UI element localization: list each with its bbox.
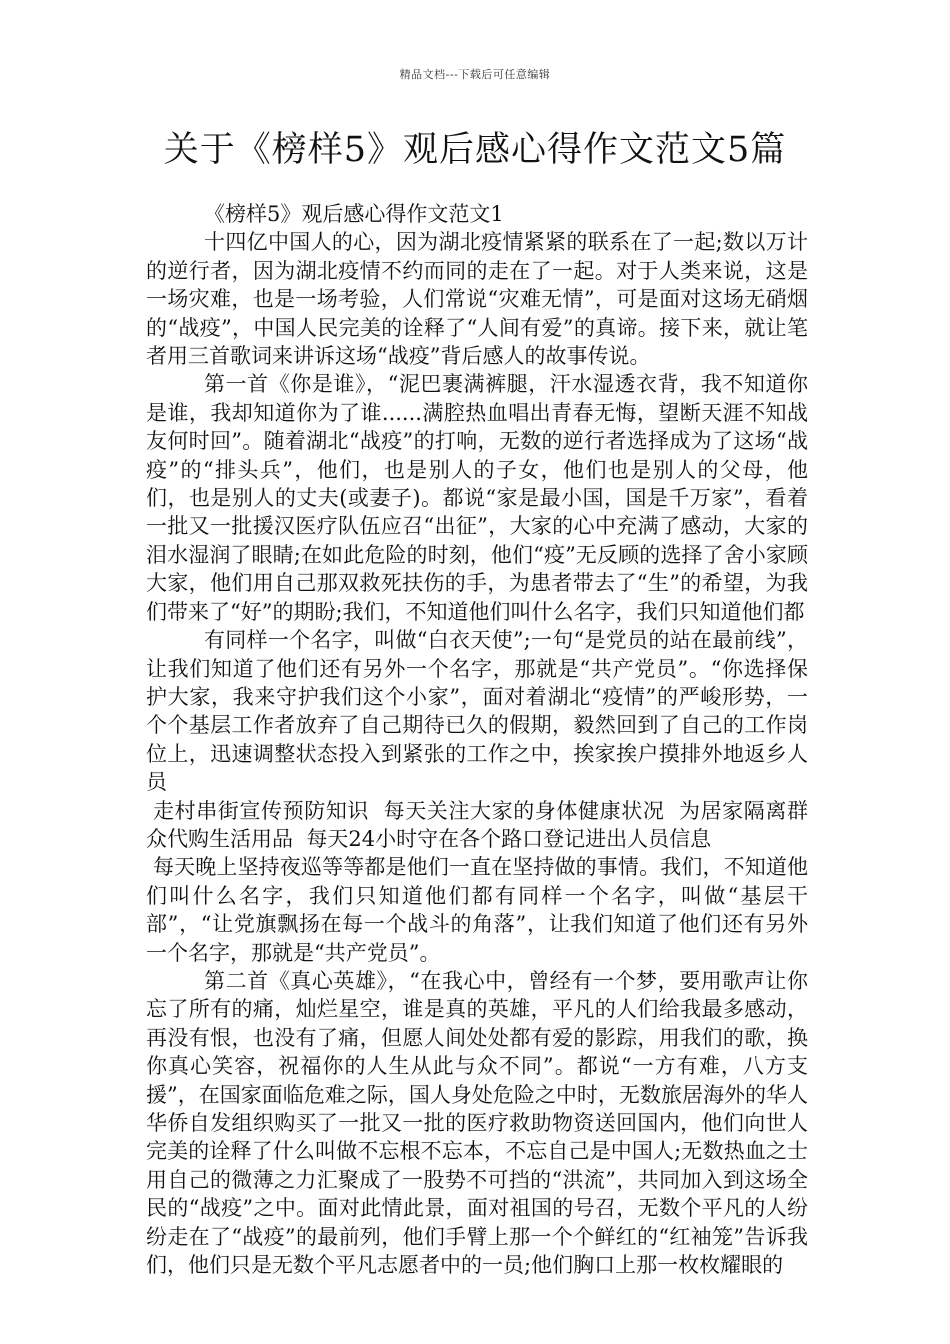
paragraph: 十四亿中国人的心，因为湖北疫情紧紧的联系在了一起;数以万计的逆行者，因为湖北疫情不约而同的走在了一起。对于人类来说，这是一场灾难，也是一场考验，人们常说“灾难无情”，可是面对这场无硝烟的“战疫”，中国人民完美的诠释了“人间有爱”的真谛。接下来，就让笔者用三首歌词来讲诉这场“战疫”背后感人的故事传说。 xyxy=(146,230,808,369)
paragraph: 第一首《你是谁》，“泥巴裹满裤腿，汗水湿透衣背，我不知道你是谁，我却知道你为了谁......满腔热血唱出青春无悔，望断天涯不知战友何时回”。随着湖北“战疫”的打响，无数的逆行者选择成为了这场“战疫”的“排头兵”，他们，也是别人的子女，他们也是别人的父母，他们，也是别人的丈夫(或妻子)。都说“家是最小国，国是千万家”，看着一批又一批援汉医疗队伍应召“出征”，大家的心中充满了感动，大家的泪水湿润了眼睛;在如此危险的时刻，他们“疫”无反顾的选择了舍小家顾大家，他们用自己那双救死扶伤的手，为患者带去了“生”的希望，为我们带来了“好”的期盼;我们，不知道他们叫什么名字，我们只知道他们都 xyxy=(146,372,808,624)
paragraph: 第二首《真心英雄》，“在我心中，曾经有一个梦，要用歌声让你忘了所有的痛，灿烂星空，谁是真的英雄，平凡的人们给我最多感动，再没有恨，也没有了痛，但愿人间处处都有爱的影踪，用我们的歌，换你真心笑容，祝福你的人生从此与众不同”。都说“一方有难，八方支援”，在国家面临危难之际，国人身处危险之中时，无数旅居海外的华人华侨自发组织购买了一批又一批的医疗救助物资送回国内，他们向世人完美的诠释了什么叫做不忘根不忘本，不忘自己是中国人;无数热血之士用自己的微薄之力汇聚成了一股势不可挡的“洪流”，共同加入到这场全民的“战疫”之中。面对此情此景，面对祖国的号召，无数个平凡的人纷纷走在了“战疫”的最前列，他们手臂上那一个个鲜红的“红袖笼”告诉我们，他们只是无数个平凡志愿者中的一员;他们胸口上那一枚枚耀眼的 xyxy=(146,968,808,1278)
paragraph: 有同样一个名字，叫做“白衣天使”;一句“是党员的站在最前线”，让我们知道了他们还有另外一个名字，那就是“共产党员”。“你选择保护大家，我来守护我们这个小家”，面对着湖北“疫情”的严峻形势，一个个基层工作者放弃了自己期待已久的假期，毅然回到了自己的工作岗位上，迅速调整状态投入到紧张的工作之中，挨家挨户摸排外地返乡人员 xyxy=(146,628,808,795)
document-body xyxy=(146,200,808,1279)
header-note: 精品文档---下载后可任意编辑 xyxy=(399,68,551,81)
paragraph: 走村串街宣传预防知识 每天关注大家的身体健康状况 为居家隔离群众代购生活用品 每天24小时守在各个路口登记进出人员信息 xyxy=(146,798,808,851)
section-subheading: 《榜样5》观后感心得作文范文1 xyxy=(204,202,504,226)
document-title: 关于《榜样5》观后感心得作文范文5篇 xyxy=(163,130,787,170)
paragraph: 每天晚上坚持夜巡等等都是他们一直在坚持做的事情。我们，不知道他们叫什么名字，我们只知道他们都有同样一个名字，叫做“基层干部”，“让党旗飘扬在每一个战斗的角落”，让我们知道了他们还有另外一个名字，那就是“共产党员”。 xyxy=(146,855,808,965)
